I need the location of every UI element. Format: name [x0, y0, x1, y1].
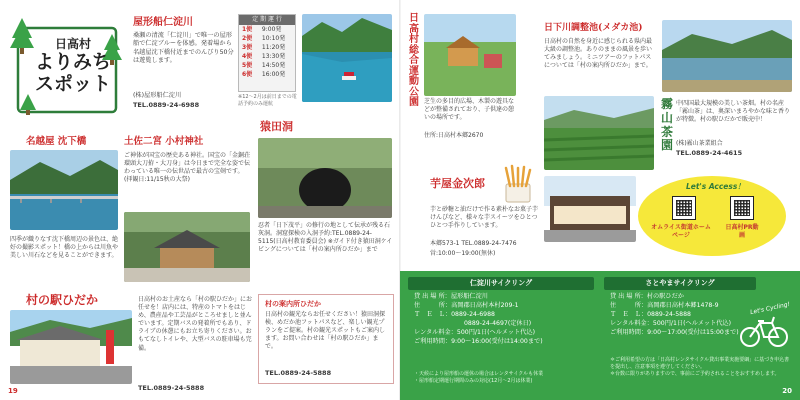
hero-title-2: よりみち — [34, 51, 111, 74]
qr2-label: 日高村PR動画 — [725, 224, 759, 240]
lets-cycling-label: Let's Cycling! — [749, 300, 791, 317]
imoya-snack-photo — [500, 164, 536, 204]
qr1-label: オムライス街道ホームページ — [651, 224, 711, 240]
annaisho-title: 村の案内所ひだか — [265, 299, 321, 308]
michinoeki-photo — [10, 310, 132, 384]
michinoeki-desc: 日高村のお土産なら「村の駅ひだか」にお任せを！店内には、特産のトマトをはじめ、農産品や工芸品がところせましと並んでいます。定期バスの発着所でもあり、ドライブの休憩にもお立ち寄りください。おもてなしトイレや、大型バスの駐車場も完備。 — [138, 296, 253, 352]
table-row: 4便 13:30発 — [242, 52, 286, 60]
ichinomiya-desc: ご神体が国宝の歴史ある神社。国宝の「金銅荘環頭大刀拵・大刀身」は今日まで完全な姿で伝わっている唯一の伝世品で最古の宝剣です。(拝観日:11/15秋の大祭) — [124, 152, 251, 184]
ichinomiya-photo — [124, 212, 250, 282]
imoya-hours: 営:10:00～19:00(無休) — [430, 250, 496, 257]
nagoya-photo — [10, 150, 118, 230]
hero-badge — [8, 14, 126, 122]
kirishima-tel: TEL.0889-24-4615 — [676, 149, 743, 157]
detail-row: ご利用時間：9:00～17:00(受付は15:00まで) — [610, 328, 739, 336]
kirishima-title: 霧山茶園 — [660, 97, 673, 153]
niyodo-contact: (株)屋形船仁淀川 — [133, 92, 182, 99]
imoya-address: 本郷573-1 TEL.0889-24-7476 — [430, 240, 517, 247]
table-row: 6便 16:00発 — [242, 71, 286, 79]
table-row: 1便 9:00発 — [242, 25, 282, 33]
detail-row: 住 所：高岡郡日高村本村209-1 — [414, 301, 519, 309]
qr-code-homepage[interactable] — [672, 196, 696, 220]
bicycle-illustration — [736, 300, 792, 349]
hero-title-3: スポット — [34, 73, 111, 96]
kirishima-contact: (株)霧山茶業組合 — [676, 140, 723, 147]
table-row: 3便 11:20発 — [242, 43, 286, 51]
saruta-title: 猿田洞 — [260, 120, 293, 133]
detail-row: レンタル料金：500円/1日(ヘルメット代込) — [414, 328, 536, 336]
timetable-table — [239, 25, 295, 80]
detail-row: 貸 出 場 所：村の駅ひだか — [610, 293, 684, 300]
timetable-title: 定 期 運 行 — [239, 15, 295, 25]
niyodo-photo — [302, 14, 392, 102]
access-bubble — [638, 176, 786, 256]
cycle2-title: さとやまサイクリング — [604, 277, 756, 290]
cycle1-details — [414, 293, 596, 347]
access-title: Let's Access！ — [686, 182, 745, 191]
kusaka-photo — [662, 20, 792, 92]
michinoeki-tel: TEL.0889-24-5888 — [138, 384, 205, 392]
hero-title-1: 日高村 — [54, 37, 91, 51]
annaisho-desc: 日高村の観光ならお任せください！猿田洞探検、めだか池フットパスなど、楽しい観光プランをご提案。村の観光スポットもご案内します。お問い合わせは「村の駅ひだか」まで。 — [265, 311, 386, 351]
table-row: 2便 10:10発 — [242, 34, 286, 42]
saruta-desc: 忍者「日下茂平」の修行の地として伝承が残る石灰洞。洞窟探検の入洞予約:TEL.0889-24-5115(日高村教育委員会) ※ガイド付き猿田洞ケイビングについては「村の案内所ひだか」まで — [258, 222, 393, 254]
sogo-title: 日高村総合運動公園 — [409, 13, 419, 108]
sogo-photo — [424, 14, 516, 96]
sogo-address: 住所:日高村本郷2670 — [424, 132, 484, 139]
niyodo-desc: 桑瀬の清流「仁淀川」で唯一の屋形船で仁淀ブルーを体感。発着場から名越屋沈下橋付近までのんびり50分は遊覧します。 — [133, 32, 234, 65]
imoya-title: 芋屋金次郎 — [430, 177, 485, 190]
cycle1-notes: ・天候により屋形船の運休の場合はレンタサイクルも休業 ・屋形船定期運行期間のみの対応(12月～2月は休業) — [414, 371, 544, 384]
sogo-desc: 芝生の多目的広場、木製の遊具などが整備されており、子供達の憩いの場所です。 — [424, 98, 515, 122]
detail-row: Ｔ Ｅ Ｌ：0889-24-6988 — [414, 310, 495, 318]
niyodo-tel: TEL.0889-24-6988 — [133, 101, 200, 109]
kirishima-photo — [544, 96, 654, 170]
cycling-panel — [400, 271, 800, 400]
imoya-shop-photo — [544, 176, 636, 242]
page-number-right: 20 — [782, 386, 792, 395]
detail-row: 住 所：高岡郡日高村本郷1478-9 — [610, 301, 719, 309]
niyodo-timetable — [238, 14, 296, 92]
qr-code-pr-video[interactable] — [730, 196, 754, 220]
right-page — [400, 0, 800, 400]
kusaka-title: 日下川調整池(メダカ池) — [544, 23, 643, 33]
detail-row: 0889-24-4697(定休日) — [464, 319, 532, 327]
annaisho-box — [258, 294, 394, 384]
table-row: 5便 14:50発 — [242, 61, 286, 69]
detail-row: レンタル料金：500円/1日(ヘルメット代込) — [610, 319, 732, 327]
detail-row: 貸 出 場 所：屋形船仁淀川 — [414, 293, 488, 300]
michinoeki-title: 村の駅ひだか — [26, 293, 99, 307]
detail-row: ご利用時間：9:00～16:00(受付は14:00まで) — [414, 337, 543, 345]
cycle2-notes: ＊ご利用希望の方は「日高村レンタサイクル貸出事業実施要綱」に基づき申込書を提出し、注意事項を遵守してください。 ＊台数に限りがありますので、事前にご予約されることをおすすめします。 — [610, 357, 790, 377]
annaisho-tel: TEL.0889-24-5888 — [265, 369, 332, 377]
kusaka-desc: 日高村の自然を身近に感じられる県内最大級の調整池。ありのままの風景を歩いてみましょう。ミニツアーのフットパスについては「村の案内所ひだか」まで。 — [544, 38, 653, 70]
kirishima-desc: 中四国最大規模の美しい茶畑。村の名産「霧山茶」は、奥深いまろやかな味と香りが特徴。村の駅ひだかで販売中！ — [676, 100, 791, 124]
ichinomiya-title: 土佐二宮 小村神社 — [124, 136, 204, 147]
page-number-left: 19 — [8, 386, 18, 395]
timetable-note: ※12～2月は前日までの電話予約のみ運航 — [238, 94, 297, 107]
niyodo-title: 屋形船仁淀川 — [133, 17, 193, 28]
cycle1-title: 仁淀川サイクリング — [408, 277, 594, 290]
saruta-photo — [258, 138, 392, 218]
nagoya-desc: 四季が織りなす沈下橋周辺の景色は、絶好の撮影スポット！橋の上からは川魚や美しい川石などを見ることができます。 — [10, 236, 119, 260]
nagoya-title: 名越屋 沈下橋 — [26, 136, 87, 147]
detail-row: Ｔ Ｅ Ｌ：0889-24-5888 — [610, 310, 691, 318]
imoya-desc: 芋と砂糖と油だけで作る素朴なお菓子芋けんぴなど、様々な芋スイーツをひとつひとつ手作りしています。 — [430, 206, 539, 230]
